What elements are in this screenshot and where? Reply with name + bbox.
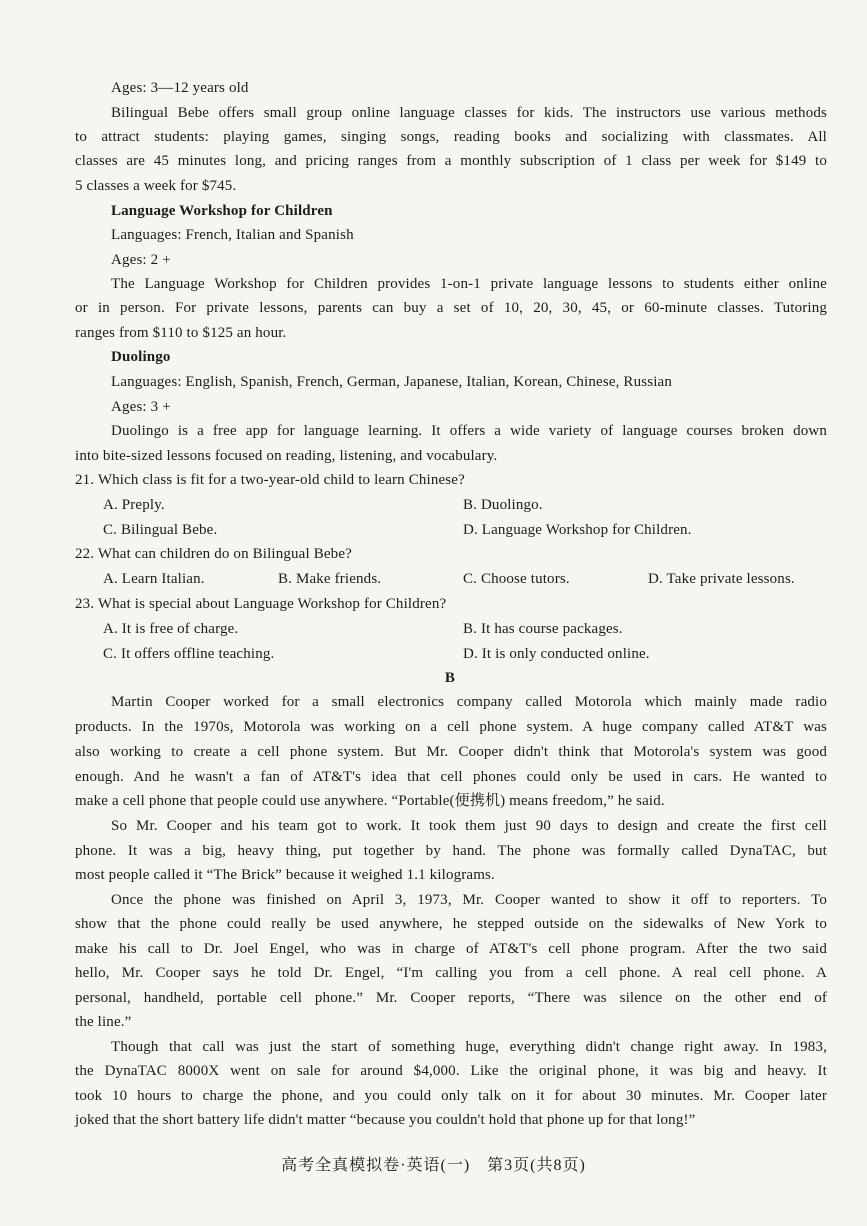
workshop-languages: Languages: French, Italian and Spanish	[111, 227, 354, 243]
section-label: B	[444, 670, 456, 686]
answer-option: D. Language Workshop for Children.	[463, 522, 692, 538]
answer-option: B. It has course packages.	[463, 621, 623, 637]
passage-b-line: enough. And he wasn't a fan of AT&T's idea that cell phones could only be used in cars. He wanted to	[75, 769, 827, 785]
question-stem: 21. Which class is fit for a two-year-old child to learn Chinese?	[75, 472, 465, 488]
bilingual-bebe-ages: Ages: 3—12 years old	[111, 80, 249, 96]
duolingo-desc-line: into bite-sized lessons focused on reading, listening, and vocabulary.	[75, 448, 498, 464]
passage-b-line: personal, handheld, portable cell phone.” Mr. Cooper reports, “There was silence on the other end of	[75, 990, 827, 1006]
workshop-heading: Language Workshop for Children	[111, 203, 333, 219]
answer-option: D. It is only conducted online.	[463, 646, 650, 662]
answer-option: A. It is free of charge.	[103, 621, 239, 637]
answer-option: B. Make friends.	[278, 571, 382, 587]
passage-b-line: Once the phone was finished on April 3, 1973, Mr. Cooper wanted to show it off to reporters. To	[111, 892, 827, 908]
bilingual-bebe-desc-line: Bilingual Bebe offers small group online language classes for kids. The instructors use various methods	[111, 105, 827, 121]
answer-option: A. Preply.	[103, 497, 165, 513]
answer-option: C. Choose tutors.	[463, 571, 570, 587]
passage-b-line: the DynaTAC 8000X went on sale for around $4,000. Like the original phone, it was big and heavy. It	[75, 1063, 827, 1079]
answer-option: B. Duolingo.	[463, 497, 543, 513]
duolingo-desc-line: Duolingo is a free app for language learning. It offers a wide variety of language courses broken down	[111, 423, 827, 439]
passage-b-line: phone. It was a big, heavy thing, put together by hand. The phone was formally called DynaTAC, but	[75, 843, 827, 859]
passage-b-line: hello, Mr. Cooper says he told Dr. Engel, “I'm calling you from a cell phone. A real cell phone. A	[75, 965, 827, 981]
passage-b-line: products. In the 1970s, Motorola was working on a cell phone system. A huge company called AT&T was	[75, 719, 827, 735]
answer-option: C. Bilingual Bebe.	[103, 522, 218, 538]
passage-b-line: make a cell phone that people could use anywhere. “Portable(便携机) means freedom,” he said.	[75, 793, 665, 809]
question-stem: 22. What can children do on Bilingual Bebe?	[75, 546, 352, 562]
duolingo-heading: Duolingo	[111, 349, 171, 365]
passage-b-line: the line.”	[75, 1014, 132, 1030]
page-footer: 高考全真模拟卷·英语(一) 第3页(共8页)	[281, 1157, 586, 1174]
duolingo-languages: Languages: English, Spanish, French, German, Japanese, Italian, Korean, Chinese, Russian	[111, 374, 672, 390]
passage-b-line: also working to create a cell phone system. But Mr. Cooper didn't think that Motorola's system was good	[75, 744, 827, 760]
question-stem: 23. What is special about Language Workshop for Children?	[75, 596, 447, 612]
answer-option: C. It offers offline teaching.	[103, 646, 275, 662]
passage-b-line: joked that the short battery life didn't matter “because you couldn't hold that phone up for that long!”	[75, 1112, 696, 1128]
workshop-ages: Ages: 2 +	[111, 252, 171, 268]
passage-b-line: show that the phone could really be used anywhere, he stepped outside on the sidewalks of New York to	[75, 916, 827, 932]
duolingo-ages: Ages: 3 +	[111, 399, 171, 415]
workshop-desc-line: The Language Workshop for Children provides 1-on-1 private language lessons to students either online	[111, 276, 827, 292]
passage-b-line: Though that call was just the start of something huge, everything didn't change right away. In 1983,	[111, 1039, 827, 1055]
passage-b-line: make his call to Dr. Joel Engel, who was in charge of AT&T's cell phone program. After the two said	[75, 941, 827, 957]
answer-option: D. Take private lessons.	[648, 571, 795, 587]
answer-option: A. Learn Italian.	[103, 571, 205, 587]
passage-b-line: So Mr. Cooper and his team got to work. It took them just 90 days to design and create the first cell	[111, 818, 827, 834]
passage-b-line: Martin Cooper worked for a small electronics company called Motorola which mainly made radio	[111, 694, 827, 710]
passage-b-line: took 10 hours to charge the phone, and you could only talk on it for about 30 minutes. Mr. Cooper later	[75, 1088, 827, 1104]
passage-b-line: most people called it “The Brick” because it weighed 1.1 kilograms.	[75, 867, 495, 883]
workshop-desc-line: ranges from $110 to $125 an hour.	[75, 325, 287, 341]
bilingual-bebe-desc-line: classes are 45 minutes long, and pricing ranges from a monthly subscription of 1 class per week for $149 to	[75, 153, 827, 169]
bilingual-bebe-desc-line: 5 classes a week for $745.	[75, 178, 237, 194]
bilingual-bebe-desc-line: to attract students: playing games, singing songs, reading books and socializing with classmates. All	[75, 129, 827, 145]
workshop-desc-line: or in person. For private lessons, parents can buy a set of 10, 20, 30, 45, or 60-minute classes. Tutoring	[75, 300, 827, 316]
